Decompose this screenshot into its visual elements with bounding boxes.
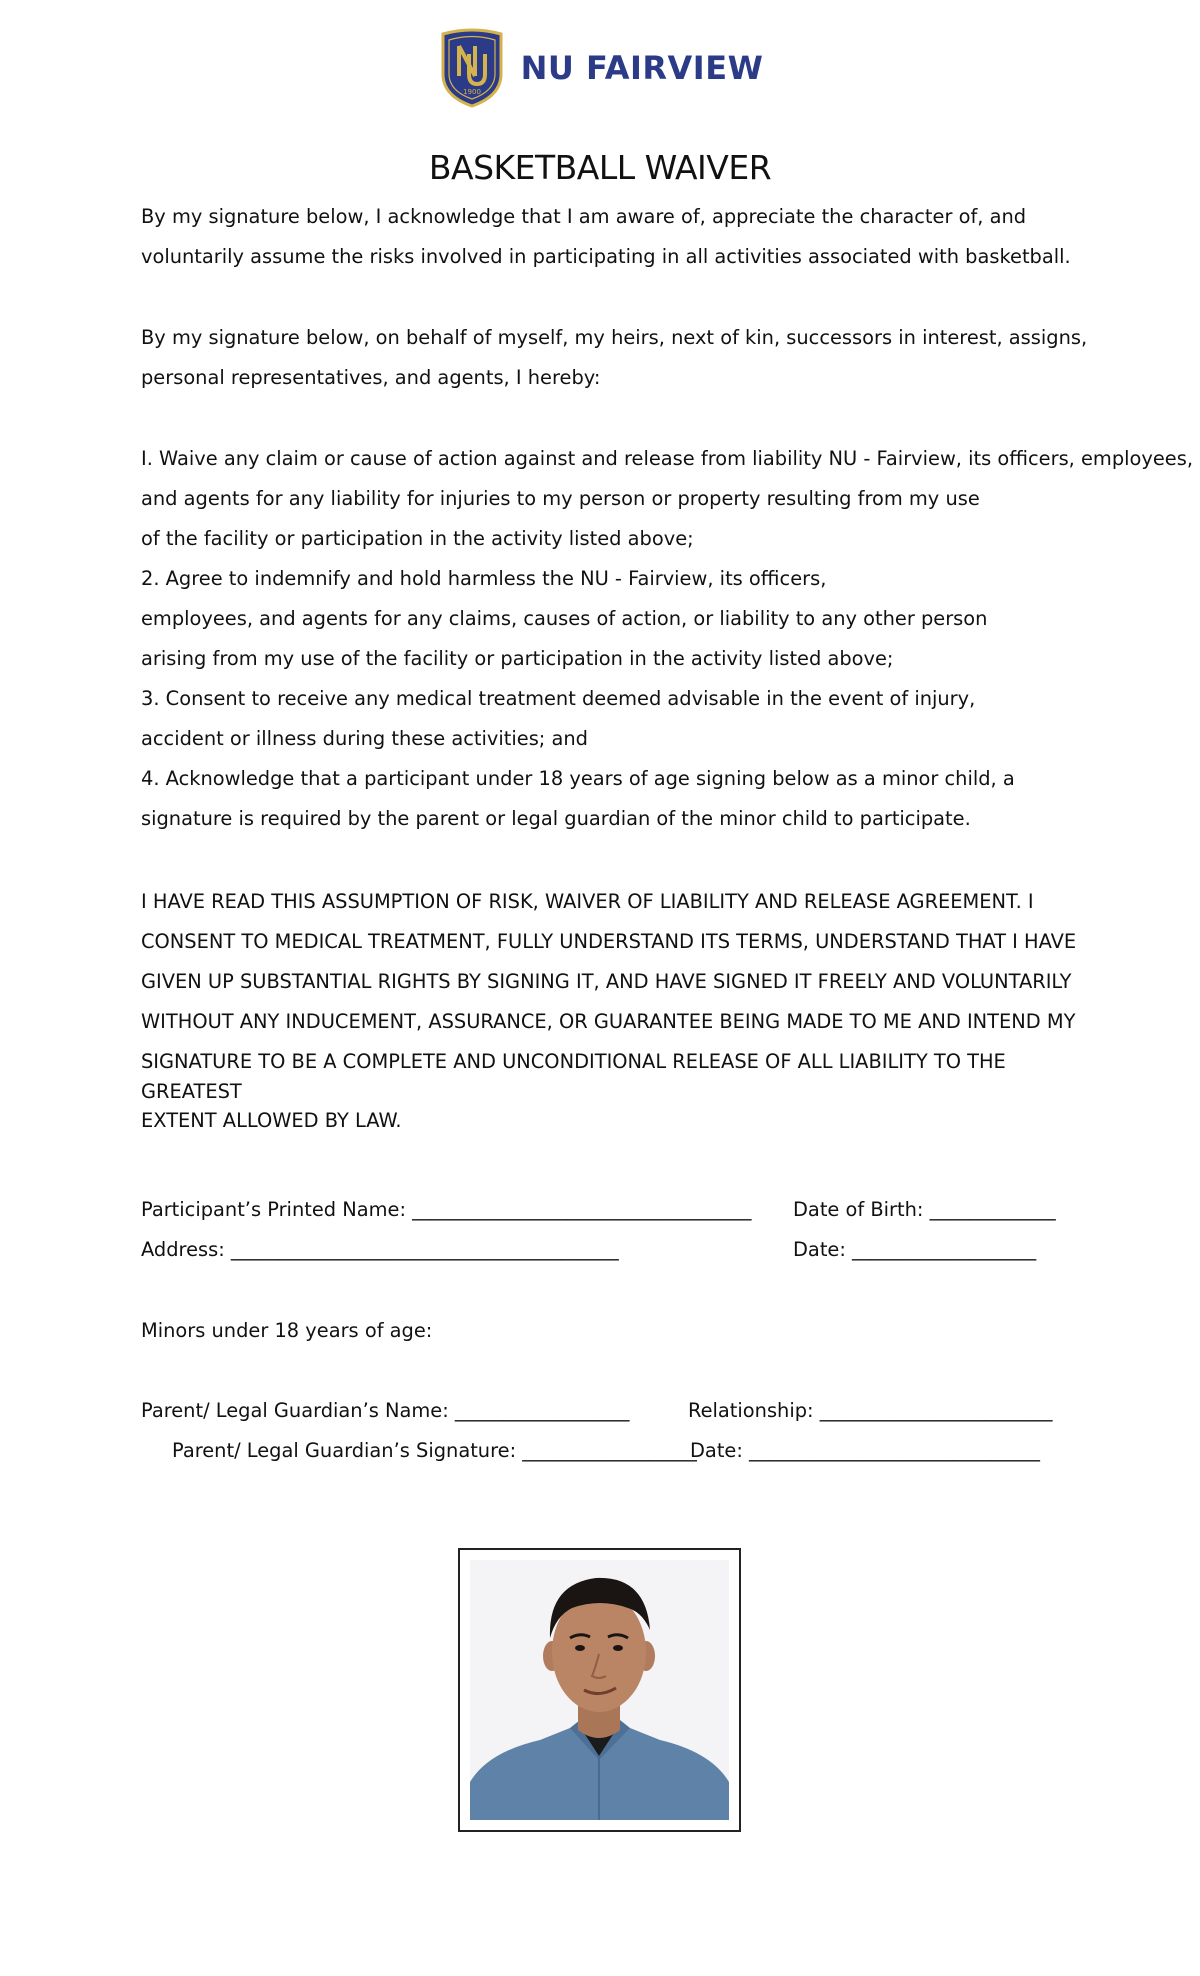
svg-text:1900: 1900 (462, 88, 481, 96)
nu-crest-logo (437, 28, 507, 108)
declaration-line: GIVEN UP SUBSTANTIAL RIGHTS BY SIGNING IT, AND HAVE SIGNED IT FREELY AND VOLUNTARILY (141, 970, 1072, 993)
id-photo (470, 1560, 729, 1820)
declaration-line: EXTENT ALLOWED BY LAW. (141, 1109, 402, 1132)
term-line: accident or illness during these activities; and (141, 727, 588, 750)
address-field[interactable]: Address: ________________________________________ (141, 1238, 619, 1261)
header (0, 28, 1200, 108)
declaration-line: WITHOUT ANY INDUCEMENT, ASSURANCE, OR GUARANTEE BEING MADE TO ME AND INTEND MY (141, 1010, 1076, 1033)
term-line: 4. Acknowledge that a participant under 18 years of age signing below as a minor child, a (141, 767, 1015, 790)
intro-line: By my signature below, I acknowledge that I am aware of, appreciate the character of, and (141, 205, 1027, 228)
term-line: employees, and agents for any claims, causes of action, or liability to any other person (141, 607, 988, 630)
relationship-field[interactable]: Relationship: ________________________ (688, 1399, 1053, 1422)
term-line: signature is required by the parent or legal guardian of the minor child to participate. (141, 807, 971, 830)
term-line: 3. Consent to receive any medical treatment deemed advisable in the event of injury, (141, 687, 976, 710)
document-title: BASKETBALL WAIVER (428, 148, 772, 187)
term-line: 2. Agree to indemnify and hold harmless the NU - Fairview, its officers, (141, 567, 827, 590)
minors-label: Minors under 18 years of age: (141, 1319, 433, 1342)
date-of-birth-field[interactable]: Date of Birth: _____________ (793, 1198, 1056, 1221)
intro-line: voluntarily assume the risks involved in participating in all activities associated with basketball. (141, 245, 1071, 268)
date-field[interactable]: Date: ___________________ (793, 1238, 1037, 1261)
declaration-line: SIGNATURE TO BE A COMPLETE AND UNCONDITIONAL RELEASE OF ALL LIABILITY TO THE (141, 1050, 1006, 1073)
guardian-date-field[interactable]: Date: ______________________________ (690, 1439, 1040, 1462)
behalf-line: By my signature below, on behalf of myself, my heirs, next of kin, successors in interest, assigns, (141, 326, 1088, 349)
term-line: I. Waive any claim or cause of action against and release from liability NU - Fairview, its officers, employees, (141, 447, 1193, 470)
declaration-line: CONSENT TO MEDICAL TREATMENT, FULLY UNDERSTAND ITS TERMS, UNDERSTAND THAT I HAVE (141, 930, 1077, 953)
brand-name: NU FAIRVIEW (520, 49, 764, 87)
portrait-image (470, 1560, 729, 1820)
term-line: and agents for any liability for injuries to my person or property resulting from my use (141, 487, 980, 510)
participant-name-field[interactable]: Participant’s Printed Name: ___________________________________ (141, 1198, 752, 1221)
behalf-line: personal representatives, and agents, I hereby: (141, 366, 601, 389)
term-line: arising from my use of the facility or participation in the activity listed above; (141, 647, 894, 670)
id-photo-frame (458, 1548, 741, 1832)
declaration-line: I HAVE READ THIS ASSUMPTION OF RISK, WAIVER OF LIABILITY AND RELEASE AGREEMENT. I (141, 890, 1034, 913)
guardian-name-field[interactable]: Parent/ Legal Guardian’s Name: __________________ (141, 1399, 630, 1422)
guardian-signature-field[interactable]: Parent/ Legal Guardian’s Signature: __________________ (172, 1439, 697, 1462)
declaration-line: GREATEST (141, 1080, 242, 1103)
term-line: of the facility or participation in the activity listed above; (141, 527, 694, 550)
